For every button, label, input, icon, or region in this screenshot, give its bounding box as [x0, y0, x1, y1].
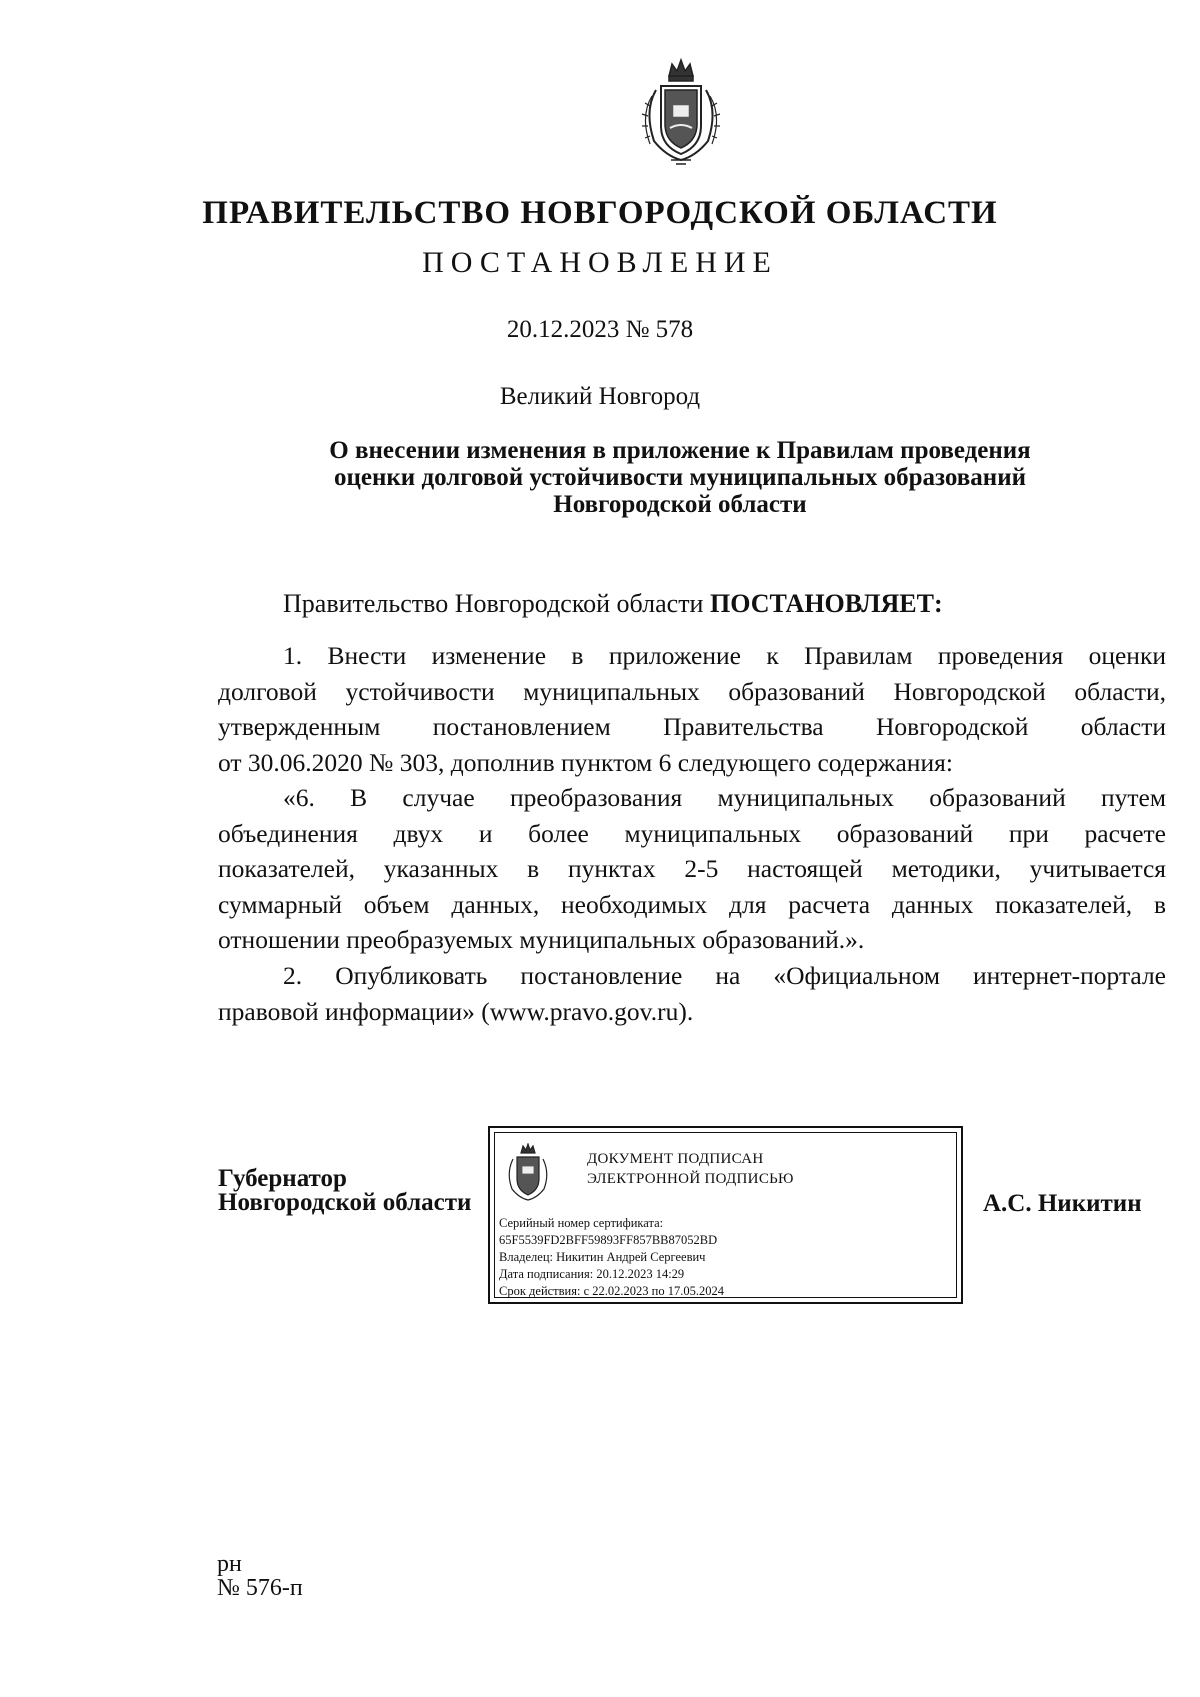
- paragraph-line: отношении преобразуемых муниципальных образований.».: [218, 925, 865, 954]
- stamp-serial-label: Серийный номер сертификата:: [499, 1216, 664, 1230]
- stamp-serial-number: 65F5539FD2BFF59893FF857BB87052BD: [499, 1233, 718, 1247]
- document-type: ПОСТАНОВЛЕНИЕ: [422, 246, 778, 279]
- paragraph-quoted-item-6: [218, 780, 1166, 958]
- stamp-coat-of-arms-icon: [503, 1143, 553, 1201]
- footer-registration-number: № 576-п: [217, 1575, 303, 1601]
- paragraph-line: суммарный объем данных, необходимых для расчета данных показателей, в: [218, 889, 1166, 919]
- stamp-owner: Владелец: Никитин Андрей Сергеевич: [499, 1250, 706, 1264]
- paragraph-line: правовой информации» (www.pravo.gov.ru).: [218, 996, 694, 1026]
- document-city: Великий Новгород: [499, 383, 701, 410]
- signatory-name: А.С. Никитин: [983, 1190, 1142, 1217]
- stamp-validity: Срок действия: с 22.02.2023 по 17.05.2024: [499, 1284, 724, 1298]
- paragraph-line: 2. Опубликовать постановление на «Официальном интернет-портале: [283, 961, 1166, 990]
- paragraph-line: 1. Внести изменение в приложение к Правилам проведения оценки: [283, 641, 1166, 670]
- stamp-title-line: ДОКУМЕНТ ПОДПИСАН: [587, 1151, 764, 1167]
- government-title: ПРАВИТЕЛЬСТВО НОВГОРОДСКОЙ ОБЛАСТИ: [202, 195, 998, 231]
- signatory-position-line: Губернатор: [218, 1165, 347, 1192]
- stamp-details: [499, 1215, 724, 1300]
- stamp-title: [587, 1149, 794, 1189]
- document-subject: [260, 437, 1100, 518]
- preamble-text: Правительство Новгородской области: [283, 589, 710, 618]
- stamp-inner-frame: [494, 1132, 957, 1298]
- preamble: [283, 586, 1183, 622]
- preamble-decree-word: ПОСТАНОВЛЯЕТ:: [709, 589, 943, 618]
- signatory-position: [218, 1167, 471, 1215]
- subject-line: О внесении изменения в приложение к Правилам проведения: [329, 437, 1031, 464]
- signatory-position-line: Новгородской области: [218, 1189, 472, 1216]
- paragraph-line: показателей, указанных в пунктах 2-5 настоящей методики, учитывается: [218, 854, 1166, 883]
- paragraph-line: от 30.06.2020 № 303, дополнив пунктом 6 следующего содержания:: [218, 747, 953, 777]
- paragraph-1: [218, 638, 1166, 780]
- registration-footer: [217, 1552, 303, 1600]
- subject-line: Новгородской области: [553, 491, 807, 518]
- paragraph-line: утвержденным постановлением Правительства Новгородской области: [218, 712, 1166, 741]
- electronic-signature-stamp: [488, 1126, 963, 1304]
- subject-line: оценки долговой устойчивости муниципальных образований: [333, 464, 1027, 491]
- stamp-title-line: ЭЛЕКТРОННОЙ ПОДПИСЬЮ: [587, 1171, 794, 1187]
- coat-of-arms-icon: [636, 56, 726, 166]
- stamp-signing-date: Дата подписания: 20.12.2023 14:29: [499, 1267, 685, 1281]
- paragraph-line: объединения двух и более муниципальных образований при расчете: [218, 818, 1166, 848]
- paragraph-2: [218, 958, 1166, 1029]
- footer-initials: рн: [217, 1551, 242, 1577]
- paragraph-line: «6. В случае преобразования муниципальных образований путем: [283, 783, 1166, 812]
- document-date-number: 20.12.2023 № 578: [506, 316, 694, 343]
- paragraph-line: долговой устойчивости муниципальных образований Новгородской области,: [218, 676, 1166, 706]
